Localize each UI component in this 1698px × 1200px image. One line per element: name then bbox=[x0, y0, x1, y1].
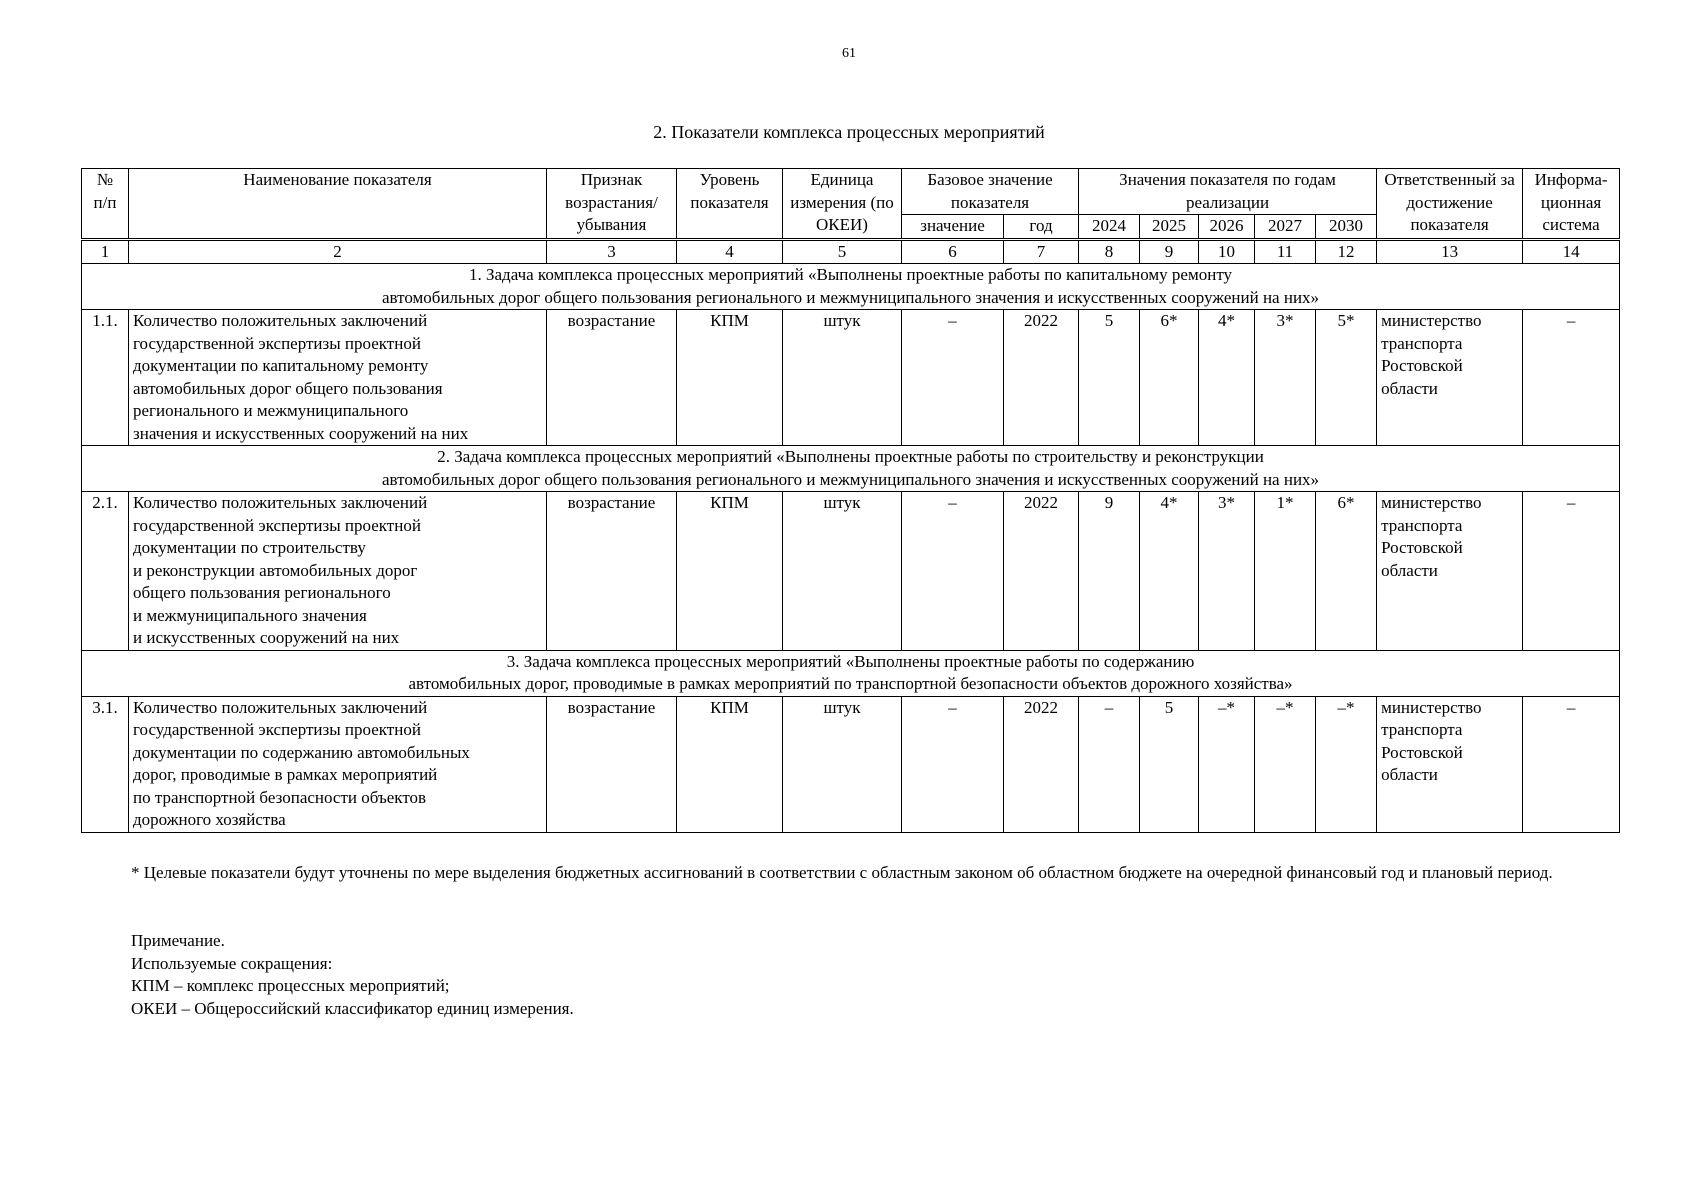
trend: возрастание bbox=[547, 492, 677, 651]
year-value: 5 bbox=[1079, 310, 1140, 446]
indicator-row bbox=[82, 696, 1620, 832]
column-number: 11 bbox=[1255, 239, 1316, 264]
column-number: 13 bbox=[1377, 239, 1523, 264]
year-value: 4* bbox=[1199, 310, 1255, 446]
year-value: 3* bbox=[1255, 310, 1316, 446]
page-number: 61 bbox=[842, 46, 856, 61]
info-system: – bbox=[1523, 310, 1620, 446]
row-num: 2.1. bbox=[82, 492, 129, 651]
trend: возрастание bbox=[547, 696, 677, 832]
year-value: –* bbox=[1316, 696, 1377, 832]
task-heading-row bbox=[82, 264, 1620, 310]
task-title: 1. Задача комплекса процессных мероприятий «Выполнены проектные работы по капитальному ремонту автомобильных дорог общего пользования регионального и межмуниципального значения и искусственных сооружений на них» bbox=[82, 264, 1620, 310]
unit: штук bbox=[783, 696, 902, 832]
year-value: –* bbox=[1255, 696, 1316, 832]
row-num: 1.1. bbox=[82, 310, 129, 446]
info-system: – bbox=[1523, 696, 1620, 832]
task-heading-row bbox=[82, 650, 1620, 696]
base-year: 2022 bbox=[1004, 310, 1079, 446]
responsible: министерство транспорта Ростовской области bbox=[1377, 310, 1523, 446]
level: КПМ bbox=[677, 696, 783, 832]
section-title: 2. Показатели комплекса процессных мероприятий bbox=[653, 122, 1045, 142]
notes-heading: Примечание. bbox=[131, 931, 225, 950]
base-year: 2022 bbox=[1004, 696, 1079, 832]
responsible: министерство транспорта Ростовской области bbox=[1377, 696, 1523, 832]
column-number: 2 bbox=[129, 239, 547, 264]
level: КПМ bbox=[677, 492, 783, 651]
header-year: 2025 bbox=[1140, 215, 1199, 240]
responsible: министерство транспорта Ростовской области bbox=[1377, 492, 1523, 651]
task-body bbox=[82, 264, 1620, 833]
notes-item: ОКЕИ – Общероссийский классификатор единиц измерения. bbox=[131, 998, 574, 1018]
unit: штук bbox=[783, 310, 902, 446]
header-name: Наименование показателя bbox=[129, 169, 547, 240]
base-year: 2022 bbox=[1004, 492, 1079, 651]
header-base-value: значение bbox=[902, 215, 1004, 240]
header-base-year: год bbox=[1004, 215, 1079, 240]
base-value: – bbox=[902, 310, 1004, 446]
year-value: – bbox=[1079, 696, 1140, 832]
trend: возрастание bbox=[547, 310, 677, 446]
notes-abbr-heading: Используемые сокращения: bbox=[131, 953, 333, 973]
column-number: 10 bbox=[1199, 239, 1255, 264]
base-value: – bbox=[902, 696, 1004, 832]
column-number: 3 bbox=[547, 239, 677, 264]
notes-item: КПМ – комплекс процессных мероприятий; bbox=[131, 976, 450, 995]
indicator-row bbox=[82, 492, 1620, 651]
header-trend: Признак возрастания/ убывания bbox=[547, 169, 677, 240]
header-responsible: Ответственный за достижение показателя bbox=[1377, 169, 1523, 240]
column-number: 5 bbox=[783, 239, 902, 264]
column-number: 4 bbox=[677, 239, 783, 264]
header-year: 2024 bbox=[1079, 215, 1140, 240]
header-unit: Единица измерения (по ОКЕИ) bbox=[783, 169, 902, 240]
year-value: 4* bbox=[1140, 492, 1199, 651]
header-year: 2030 bbox=[1316, 215, 1377, 240]
year-value: 6* bbox=[1316, 492, 1377, 651]
year-value: –* bbox=[1199, 696, 1255, 832]
task-heading-row bbox=[82, 446, 1620, 492]
indicator-row bbox=[82, 310, 1620, 446]
header-level: Уровень показателя bbox=[677, 169, 783, 240]
row-num: 3.1. bbox=[82, 696, 129, 832]
column-number: 14 bbox=[1523, 239, 1620, 264]
indicator-name: Количество положительных заключений государственной экспертизы проектной документации по содержанию автомобильных дорог, проводимые в рамках мероприятий по транспортной безопасности объектов дорожного хозяйства bbox=[129, 696, 547, 832]
header-values: Значения показателя по годам реализации bbox=[1079, 169, 1377, 215]
info-system: – bbox=[1523, 492, 1620, 651]
level: КПМ bbox=[677, 310, 783, 446]
header-year: 2026 bbox=[1199, 215, 1255, 240]
year-value: 5* bbox=[1316, 310, 1377, 446]
column-number: 9 bbox=[1140, 239, 1199, 264]
notes bbox=[131, 930, 574, 1020]
year-value: 1* bbox=[1255, 492, 1316, 651]
task-title: 3. Задача комплекса процессных мероприятий «Выполнены проектные работы по содержанию автомобильных дорог, проводимые в рамках мероприятий по транспортной безопасности объектов дорожного хозяйства» bbox=[82, 650, 1620, 696]
unit: штук bbox=[783, 492, 902, 651]
year-value: 9 bbox=[1079, 492, 1140, 651]
header-num: № п/п bbox=[82, 169, 129, 240]
column-number: 7 bbox=[1004, 239, 1079, 264]
column-number: 6 bbox=[902, 239, 1004, 264]
footnote: * Целевые показатели будут уточнены по мере выделения бюджетных ассигнований в соответствии с областным законом об областном бюджете на очередной финансовый год и плановый период. bbox=[131, 863, 1553, 882]
indicator-name: Количество положительных заключений государственной экспертизы проектной документации по капитальному ремонту автомобильных дорог общего пользования регионального и межмуниципального значения и искусственных сооружений на них bbox=[129, 310, 547, 446]
column-number: 8 bbox=[1079, 239, 1140, 264]
header-info-system: Информа-ционная система bbox=[1523, 169, 1620, 240]
column-number: 1 bbox=[82, 239, 129, 264]
year-value: 3* bbox=[1199, 492, 1255, 651]
column-number: 12 bbox=[1316, 239, 1377, 264]
header-year: 2027 bbox=[1255, 215, 1316, 240]
year-value: 6* bbox=[1140, 310, 1199, 446]
task-title: 2. Задача комплекса процессных мероприятий «Выполнены проектные работы по строительству и реконструкции автомобильных дорог общего пользования регионального и межмуниципального значения и искусственных сооружений на них» bbox=[82, 446, 1620, 492]
base-value: – bbox=[902, 492, 1004, 651]
year-value: 5 bbox=[1140, 696, 1199, 832]
indicators-table bbox=[81, 168, 1620, 833]
header-base: Базовое значение показателя bbox=[902, 169, 1079, 215]
indicator-name: Количество положительных заключений государственной экспертизы проектной документации по строительству и реконструкции автомобильных дорог общего пользования регионального и межмуниципального значения и искусственных сооружений на них bbox=[129, 492, 547, 651]
column-numbers-row bbox=[82, 239, 1620, 264]
